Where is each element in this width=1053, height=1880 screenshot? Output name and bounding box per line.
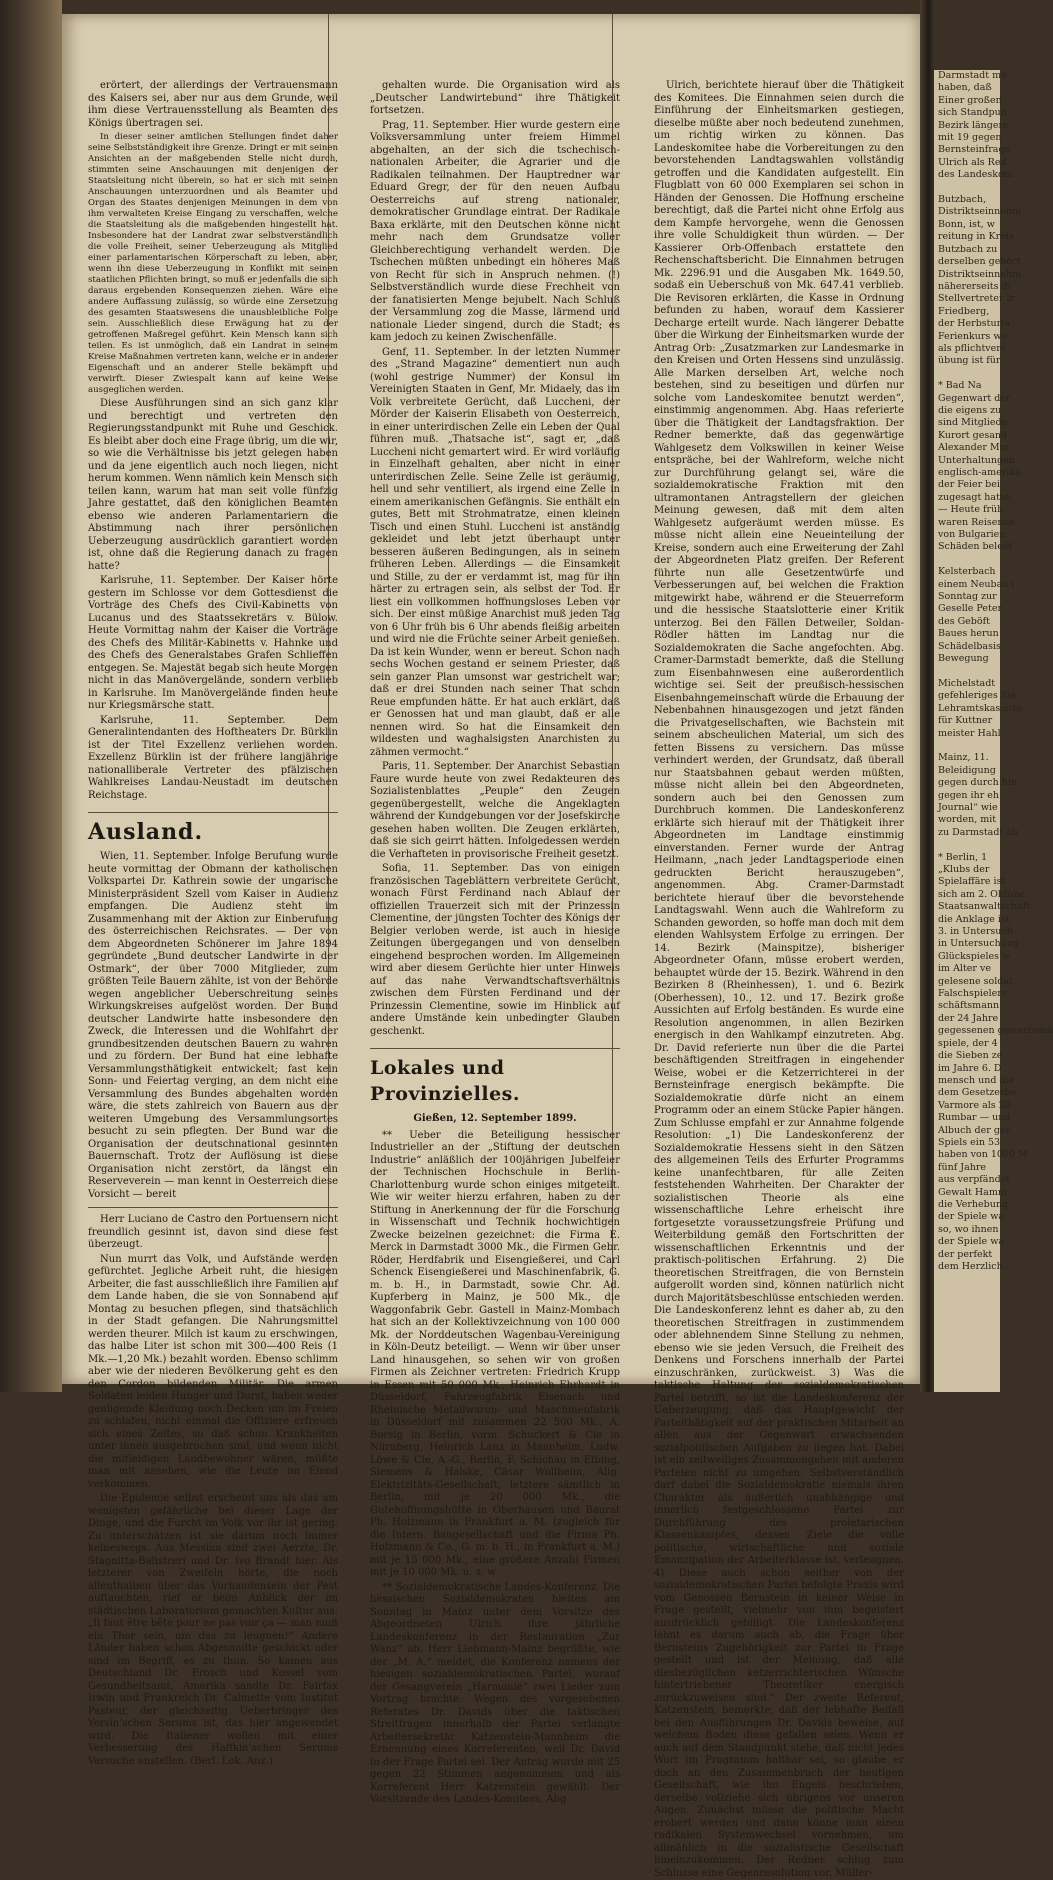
next-page-line: Schäden beleid (938, 541, 1012, 553)
next-page-line: sich Standpun (938, 107, 1007, 119)
next-page-line: Rumbar — und (938, 1112, 1011, 1124)
next-page-line: Albuch der ger (938, 1124, 1011, 1136)
next-page-line: Gegenwart der (938, 392, 1011, 404)
next-page-line: 3. in Untersuch (938, 926, 1013, 938)
book-binding (0, 0, 62, 1392)
next-page-line: nähererseits di (938, 280, 1011, 292)
next-page-line: Bewegung (938, 653, 989, 665)
next-page-line: haben, daß (938, 82, 992, 94)
next-page-line: der Herbsturla (938, 318, 1010, 330)
next-page-line: Unterhaltungen (938, 454, 1015, 466)
paragraph: Ulrich, berichtete hierauf über die Thätigkeit des Komitees. Die Einnahmen seien durch die Einführung der Einheitsmarken gestiegen, dieselbe müßte aber noch bedeutend zunehmen, um richtig wirken zu können. Das Landeskomitee habe die Vorbereitungen zu den bevorstehenden Landtagswahlen vollständig getroffen und die Kandidaten aufgestellt. Ein Flugblatt von 60 000 Exemplaren sei schon in Händen der Genossen. Die Hoffnung erscheine berechtigt, daß die Partei nicht ohne Erfolg aus dem Kampfe hervorgehe, wenn die Genossen ihre volle Schuldigkeit thun würden. — Der Kassierer Orb-Offenbach erstattete den Rechenschaftsbericht. Die Einnahmen betrugen Mk. 2296.91 und die Ausgaben Mk. 1649.50, sodaß ein Ueberschuß von Mk. 647.41 verblieb. Die Revisoren erklärten, die Kasse in Ordnung befunden zu haben, worauf dem Kassierer Decharge erteilt wurde. Nach längerer Debatte über die Wirkung der Einheitsmarken wurde der Antrag Orb: „Zusatzmarken zur Landesmarke in den Kreisen und Orten Hessens sind unzulässig. Alle Marken derselben Art, welche noch bestehen, sind zu beseitigen und dürfen nur solche vom Landeskomitee benutzt werden“, einstimmig angenommen. Abg. Haas referierte über die Thätigkeit der Landtagsfraktion. Der Redner bemerkte, daß das gegenwärtige Wahlgesetz dem Volkswillen in keiner Weise entspräche, bei der Wahlreform, welche nicht zur Durchführung gelangt sei, wäre die sozialdemokratische Fraktion mit den ultramontanen Antragstellern der gleichen Meinung gewesen, daß mit dem alten Wahlgesetz aufgeräumt werden müsse. Es müsse nicht allein eine Neueinteilung der Kreise, sondern auch eine Erweiterung der Zahl der Abgeordneten Platz greifen. Der Referent führte nun alle Gesetzentwürfe und Verbesserungen auf, bei welchen die Fraktion mitgewirkt habe, während er die Steuerreform und die hessische Staatslotterie einer Kritik unterzog. Bei den Fällen Detweiler, Soldan-Rödler hätten im Landtag nur die Sozialdemokraten die Sache angefochten. Abg. Cramer-Darmstadt bemerkte, daß die Stellung zum Eisenbahnwesen eine außerordentlich wichtige sei. Seit der preußisch-hessischen Eisenbahngemeinschaft würde die Erbauung der Nebenbahnen hinausgezogen und jetzt fänden die Privatgesellschaften, wie Bachstein mit seinem abscheulichen Material, um sich des fetten Bissens zu versichern. Das müsse verhindert werden, der Grundsatz, daß überall nur Staatsbahnen gebaut werden müßten, müsse nicht allein bei den Abgeordneten, sondern auch bei den Genossen zum Durchbruch kommen. Die Landeskonferenz erklärte sich hierauf mit der Thätigkeit ihrer Abgeordneten im Landtage einstimmig einverstanden. Ferner wurde der Antrag Heilmann, „nach jeder Landtagsperiode einen gedruckten Bericht herauszugeben“, angenommen. Abg. Cramer-Darmstadt berichtete hierauf über die bevorstehende Landtagswahl. Wenn auch die Wahlreform zu Schanden geworden, so hoffe man doch mit dem elenden Wahlsystem Erfolge zu erringen. Der 14. Bezirk (Mainspitze), bisheriger Abgeordneter Ofann, müsse erobert werden, behauptet würde der 15. Bezirk. Während in den Bezirken 8 (Rheinhessen), 1. und 6. Bezirk (Oberhessen), 10., 12. und 17. Bezirk große Aussichten auf Erfolg beständen. Es wurde eine Resolution angenommen, in allen Bezirken energisch in den Wahlkampf einzutreten. Abg. Dr. David referierte nun über die die Partei beschäftigenden Streitfragen in eingehender Weise, wobei er die Ketzerrichterei in der Bernsteinfrage energisch bekämpfte. Die Sozialdemokratie dürfe nicht an einem Programm oder an einem Stücke Papier hängen. Zum Schlusse empfahl er zur Annahme folgende Resolution: „1) Die Landeskonferenz der Sozialdemokratie Hessens sieht in den Sätzen des allgemeinen Teils des Erfurter Programms keine unanfechtbaren, für alle Zeiten feststehenden Wahrheiten. Der Charakter der sozialistischen Theorie als eine wissenschaftliche Lehre erheischt ihre fortgesetzte voraussetzungsfreie Prüfung und Weiterbildung gemäß den Fortschritten der wissenschaftlichen Erkenntnis und der praktisch-politischen Erfahrung. 2) Die theoretischen Streitfragen, die von Bernstein aufgerollt worden sind, können natürlich nicht durch Majoritätsbeschlüsse entschieden werden. Die Landeskonferenz lehnt es daher ab, zu den theoretischen Streitfragen in zustimmendem oder ablehnendem Sinne Stellung zu nehmen, ebenso wie sie jeden Versuch, die Freiheit des Denkens und Forschens innerhalb der Partei einzuschränken, zurückweist. 3) Was die taktische Haltung der sozialdemokratischen Partei betrifft, so ist die Landeskonferenz der Ueberzeugung, daß das Hauptgewicht der Parteithätigkeit auf der praktischen Mitarbeit an allen aus der Gegenwart erwachsenden sozialpolitischen Aufgaben zu liegen hat. Dabei ist ein zeitweiliges Zusammengehen mit anderen Parteien nicht zu umgehen. Selbstverständlich darf dabei die Sozialdemokratie niemals ihren Charakter als äußerlich unabhängige und innerlich festgeschlossene Partei zur Durchführung des proletarischen Klassenkampfes, dessen Ziele die volle politische, wirtschaftliche und soziale Emanzipation der Arbeiterklasse ist, verleugnen. 4) Diese auch schon seither von der sozialdemokratischen Partei befolgte Praxis wird vom Genossen Bernstein in keiner Weise in Frage gestellt, vielmehr von ihm begeistert ausdrücklich gebilligt. Die Landeskonferenz lehnt es darum auch ab, die Frage über Bernsteins Zugehörigkeit zur Partei in Frage gestellt und ist der Meinung, daß alle diesbezüglichen ketzerrichterischen Wünsche hintertriebener Theoretiker energisch zurückzuweisen sind.“ Der zweite Referent, Katzenstein, bemerkte, daß der lebhafte Beifall bei den Ausführungen Dr. Davids beweise, auf welchem Boden diese gefallen seien. Wenn er auch auf dem Standpunkt stehe, daß nicht jedes Wort im Programm haltbar sei, so glaube er doch an den Zusammenbruch der heutigen Gesellschaft, wie ihn Engels beschrieben, derselbe vollziehe sich übrigens vor unseren Augen. Zunächst müsse die politische Macht erobert werden und dann könne man einen radikalen Systemwechsel vornehmen, um allmählich in die sozialistische Gesellschaft hineinzukommen. Der Redner schlug zum Schlusse eine Gegenresolution vor. Müller- (654, 80, 904, 1879)
paragraph: Die Epidemie selbst erscheint uns als das am wenigsten gefährliche bei dieser Lage der Dinge, und die Furcht im Volk vor ihr ist gering. Zu unterschätzen ist sie darum noch immer keineswegs. Aus Messina sind zwei Aerzte, Dr. Stagnitta-Balistreri und Dr. Ivo Brandt hier. Als letzterer von Zweifeln hörte, die noch allenthalben über das Vorhandensein der Pest auftauchten, rief er beim Anblick der im städtischen Laboratorium gemachten Kultur aus: „Il faut être bête pour ne pas voir ça — man muß ein Thor sein, um das zu leugnen!“ Andere Länder haben schon Abgesandte geschickt oder sind im Begriff, es zu thun. So kamen aus Deutschland Dr. Frosch und Kossel vom Gesundheitsamt, Amerika sandte Dr. Fairfax Irwin und Frankreich Dr. Calmette vom Institut Pasteur, der gleichzeitig Ueberbringer des Yersin’schen Serums ist, das hier angewendet wird. Die Italiener wollen mit einer Verbesserung des Haffkin’schen Serums Versuche anstellen. (Berl. Lok. Anz.) (88, 1493, 338, 1767)
column-3 (654, 80, 904, 1879)
book-gutter (920, 0, 934, 1392)
next-page-line: im Jahre 6. D (938, 1062, 1002, 1074)
next-page-line: Butzbach zu (938, 243, 998, 255)
next-page-line: Lehramtskassiste (938, 702, 1023, 714)
next-page-line: zu Darmstadt ab (938, 826, 1018, 838)
next-page-line (934, 368, 1000, 380)
next-page-line: gefehleriges Sie (938, 690, 1016, 702)
paragraph: ** Sozialdemokratische Landes-Konferenz. Die hessischen Sozialdemokraten hielten am Sonntag in Mainz unter dem Vorsitze des Abgeordneten Ulrich ihre jährliche Landeskonferenz in der Restauration „Zur Wanz“ ab. Herr Liebmann-Mainz begrüßte, wie der „M. A.“ meldet, die Konferenz namens der hiesigen sozialdemokratischen Partei, worauf der Gesangverein „Harmonie“ zwei Lieder zum Vortrag brachte. Wegen des vorgesehenen Referates Dr. Davids über die taktischen Streitfragen innerhalb der Partei verlangte Arbeitersekretär Katzenstein-Mannheim die Ernennung eines Korreferenten, weil Dr. David in der Frage Partei sei. Der Antrag wurde mit 25 gegen 22 Stimmen angenommen und als Korreferent Herr Katzenstein gewählt. Der Vorsitzende des Landes-Komitees, Abg. (370, 1581, 620, 1805)
column-2 (370, 80, 620, 1805)
next-page-line: der Spiele wa (938, 1211, 1004, 1223)
next-page-line: Mainz, 11. (938, 752, 989, 764)
paragraph-small-print: In dieser seiner amtlichen Stellungen findet daher seine Selbstständigkeit ihre Grenze. Dringt er mit seinen Ansichten an der maßgebenden Stelle nicht durch, stimmten seine Anschauungen mit denjenigen der Staatsleitung nicht überein, so hat er sich mit seinen Anschauungen unterzuordnen und als Beamter und Organ des Staates denjenigen Meinungen in dem von ihm verwalteten Kreise Eingang zu verschaffen, welche die Staatsleitung als die maßgebenden hingestellt hat. Insbesondere hat der Landrat zwar selbstverständlich die volle Freiheit, seiner Ueberzeugung als Mitglied einer parlamentarischen Körperschaft zu leben, aber, wenn ihn diese Ueberzeugung in Konflikt mit seinen staatlichen Pflichten bringt, so muß er jedenfalls die sich daraus ergebenden Konsequenzen ziehen. Wäre eine andere Auffassung zulässig, so würde eine Zersetzung des gesamten Staatswesens die unausbleibliche Folge sein. Ausschließlich diese Erwägung hat zu der getroffenen Maßregel geführt. Kein Mensch kann sich teilen. Es ist unmöglich, daß ein Landrat in seinem Kreise Maßnahmen vertreten kann, welche er in anderer Eigenschaft und an anderer Stelle bekämpft und verwirft. Dieser Zwiespalt kann auf keine Weise ausgeglichen werden. (88, 132, 338, 395)
next-page-line: Kelsterbach (938, 566, 996, 578)
next-page-line: Bezirk längere (938, 119, 1009, 131)
next-page-line: einem Neubau i (938, 578, 1015, 590)
next-page-line: Glückspieles w (938, 950, 1011, 962)
section-heading-ausland: Ausland. (88, 812, 338, 845)
next-page-line: zugesagt hatte, (938, 491, 1013, 503)
next-page-line: Einer großen (938, 94, 1002, 106)
next-page-line: Distriktseinnehm (938, 268, 1022, 280)
next-page-line: Michelstadt (938, 677, 996, 689)
paragraph: erörtert, der allerdings der Vertrauensmann des Kaisers sei, aber nur aus dem Grunde, weil ihm diese Vertrauensstellung als Beamten des Königs übertragen sei. (88, 80, 338, 129)
next-page-line: Bonn, ist, w (938, 218, 995, 230)
next-page-line: Ferienkurs wo (938, 330, 1008, 342)
next-page-line: gegessenen gewerbsmä (938, 1025, 1053, 1037)
next-page-line: des Geböft (938, 615, 990, 627)
next-page-line: von Bulgarien (938, 529, 1006, 541)
next-page-line: als pflichtvers (938, 342, 1006, 354)
article-divider (88, 1207, 338, 1208)
paragraph: Prag, 11. September. Hier wurde gestern eine Volksversammlung unter freiem Himmel abgehalten, an der sich die tschechisch-nationalen Arbeiter, die Agrarier und die Radikalen teilnahmen. Der Hauptredner war Eduard Gregr, der für den neuen Aufbau Oesterreichs auf streng nationaler, demokratischer Grundlage eintrat. Der Radikale Baxa erklärte, mit den Deutschen könne nicht mehr nach dem Grundsatze voller Gleichberechtigung verhandelt werden. Die Tschechen müßten unbedingt ein höheres Maß von Recht für sich in Anspruch nehmen. (!) Selbstverständlich wurde diese Frechheit von der fanatisierten Menge bejubelt. Nach Schluß der Versammlung zog die Masse, lärmend und nationale Lieder singend, durch die Stadt; es kam jedoch zu keinen Zwischenfälle. (370, 119, 620, 343)
column-1 (88, 80, 338, 1767)
next-page-line: meister Hahl (938, 727, 1001, 739)
next-page-line: die Anklage ist (938, 913, 1010, 925)
paragraph: Diese Ausführungen sind an sich ganz klar und berechtigt und vertreten den Regierungsstandpunkt mit Ruhe und Geschick. Es bleibt aber doch eine Frage übrig, um die wir, so wie die Verhältnisse bis jetzt gelegen haben und da jene eigentlich auch noch liegen, nicht herum kommen. Wenn nämlich kein Mensch sich teilen kann, warum hat man seit volle fünfzig Jahre gestattet, daß den königlichen Beamten ebenso wie anderen Parlamentariern die Abstimmung nach ihrer persönlichen Ueberzeugung ausdrücklich garantiert worden ist, ohne daß die Regierung danach zu fragen hatte? (88, 398, 338, 572)
paragraph: Karlsruhe, 11. September. Der Kaiser hörte gestern im Schlosse vor dem Gottesdienst die Vorträge des Chefs des Civil-Kabinetts von Lucanus und des Staatssekretärs v. Bülow. Heute Vormittag nahm der Kaiser die Vorträge des Chefs des Militär-Kabinetts v. Hahnke und des Chefs des Generalstabes Grafen Schlieffen entgegen. Se. Majestät begab sich heute Morgen nicht in das Manövergelände, sondern verblieb in Karlsruhe. Im Manövergelände finden heute nur Kriegsmärsche statt. (88, 575, 338, 711)
next-page-line: aus verpfändet (938, 1174, 1011, 1186)
next-page-line: in Untersuchung (938, 938, 1020, 950)
next-page-line: Kurort gesand (938, 429, 1008, 441)
next-page-line: derselben gehört (938, 256, 1021, 268)
next-page-line: schäftsmann (938, 1000, 1000, 1012)
next-page-line: Spiels ein 53 (938, 1136, 1001, 1148)
next-page-line: Falschspielers (938, 988, 1007, 1000)
next-page-line: Journal“ wie (938, 801, 998, 813)
next-page-line: der Feier bei. (938, 479, 1003, 491)
next-page-line: mit 19 gegen (938, 132, 1002, 144)
next-page-line: die eigens zu (938, 404, 1002, 416)
next-page-line: sind Mitgliede (938, 417, 1008, 429)
next-page-line: die Sieben ze (938, 1050, 1003, 1062)
newspaper-page (62, 14, 920, 1879)
next-page-line: der perfekt (938, 1248, 993, 1260)
next-page-line: Alexander Mor (938, 442, 1010, 454)
next-page-line (934, 666, 1000, 678)
next-page-line: Beleidigung (938, 764, 996, 776)
next-page-line: übung ist für (938, 355, 1001, 367)
next-page-line: Butzbach, (938, 194, 987, 206)
next-page-line: Varmore als 20 (938, 1099, 1011, 1111)
paragraph: Nun murrt das Volk, und Aufstände werden gefürchtet. Jegliche Arbeit ruht, die hiesigen Arbeiter, die fast ausschließlich ihre Familien auf dem Lande haben, die sie von Sonnabend auf Montag zu besuchen pflegen, sind thatsächlich in der Stadt gefangen. Die Nahrungsmittel werden theurer. Milch ist kaum zu erschwingen, das halbe Liter ist schon mit 300—400 Reis (1 Mk.—1,20 Mk.) bezahlt worden. Ebenso schlimm aber wie der niederen Bevölkerung geht es den den Cordon bildenden Militär. Die armen Soldaten leiden Hunger und Durst, haben weder genügende Kleidung noch Decken um im Freien zu schlafen, nicht einmal die Offiziere erfreuen sich eines Zeltes, so daß schon Krankheiten unter ihnen ausgebrochen sind, und wenn nicht die mitleidigen Landbewohner wären, müßte man mit ansehen, wie die Leute im Elend verkommen. (88, 1253, 338, 1490)
next-page-line: der 24 Jahre (938, 1012, 999, 1024)
next-page-line (934, 740, 1000, 752)
next-page-line: gegen ihr eh (938, 789, 1000, 801)
next-page-line: Spielaffäre ist (938, 876, 1006, 888)
next-page-line: Sonntag zur (938, 591, 997, 603)
adjacent-page-fragment (934, 70, 1053, 1392)
paragraph: Sofia, 11. September. Das von einigen französischen Tageblättern verbreitete Gerücht, wonach Fürst Ferdinand nach Ablauf der offiziellen Trauerzeit sich mit der Prinzessin Clementine, der jüngsten Tochter des Königs der Belgier verloben werde, ist auch in hiesige Zeitungen übergegangen und von denselben eingehend besprochen worden. Im Allgemeinen wird aber diesem Gerüchte hier unter Hinweis auf das nahe Verwandtschaftsverhältnis zwischen dem Fürsten Ferdinand und der Prinzessin Clementine, sowie im Hinblick auf andere Umstände kein unbedingter Glauben geschenkt. (370, 863, 620, 1037)
paragraph: gehalten wurde. Die Organisation wird als „Deutscher Landwirtebund“ ihre Thätigkeit fortsetzen. (370, 80, 620, 116)
dateline: Gießen, 12. September 1899. (413, 1113, 577, 1124)
next-page-line: dem Herzlich. (938, 1261, 1006, 1272)
next-page-line: waren Reisende (938, 516, 1016, 528)
columns (88, 80, 906, 1879)
next-page-line (934, 182, 1000, 194)
next-page-line: englisch-amerika (938, 467, 1021, 478)
next-page-line: Distriktseinnehm (938, 206, 1022, 218)
next-page-line: * Berlin, 1 (938, 851, 988, 863)
next-page-line: die Verhebung (938, 1198, 1009, 1210)
paragraph: ** Ueber die Beteiligung hessischer Industrieller an der „Stiftung der deutschen Industrie“ anläßlich der 100jährigen Jubelfeier der Technischen Hochschule in Berlin-Charlottenburg wurde schon einiges mitgeteilt. Wie wir weiter hierzu erfahren, haben zu der Stiftung in Anerkennung der für die Forschung in Wissenschaft und Technik hochwichtigen Zwecke beizelnen gezeichnet: die Firma E. Merck in Darmstadt 3000 Mk., die Firmen Gebr. Röder, Herdfabrik und Eisengießerei, und Carl Schenck Eisengießerei und Maschinenfabrik, G. m. b. H., in Darmstadt, sowie Chr. Ad. Kupferberg in Mainz, je 500 Mk., die Waggonfabrik Gebr. Gastell in Mainz-Mombach hat sich an der Kollektivzeichnung von 100 000 Mk. der Norddeutschen Wagenbau-Vereinigung in Köln-Deutz beteiligt. — Wenn wir über unser Land hinausgehen, so sehen wir von großen Firmen als Zeichner vertreten: Friedrich Krupp in Essen mit 50 000 Mk., Heinrich Ehrhardt in Düsseldorf, Fahrzeugfabrik Eisenach und Rheinische Metallwaren- und Maschinenfabrik in Düsseldorf mit zusammen 22 500 Mk., A. Borsig in Berlin, vorm. Schuckert & Cie in Nürnberg, Heinrich Lanz in Mannheim, Ludw. Löwe & Cie, A.-G., Berlin, F. Schichau in Elbing, Siemens & Halske, Cäsar Wollheim, Allg. Elektrizitäts-Gesellschaft, letztere sämtlich in Berlin, mit je 20 000 Mk., die Gutehoffnungshütte in Oberhausen und Baurat Ph. Holzmann in Frankfurt a. M. (zugleich für die Intern. Baugesellschaft und die Firma Ph. Holzmann & Co., G. m. b. H., in Frankfurt a. M.) mit je 15 000 Mk., eine größere Anzahl Firmen mit je 10 000 Mk. u. s. w. (370, 1129, 620, 1578)
next-page-line: * Bad Na (938, 380, 982, 392)
next-page-line: — Heute früh (938, 504, 1004, 516)
next-page-line: für Kuttner (938, 715, 993, 727)
next-page-line: Gewalt Hamm (938, 1186, 1007, 1198)
next-page-line (934, 554, 1000, 566)
next-page-line: gelesene soldat (938, 975, 1013, 987)
paragraph: Paris, 11. September. Der Anarchist Sebastian Faure wurde heute von zwei Redakteuren des Sozialistenblattes „Peuple“ den Zeugen gegenübergestellt, welche die Angeklagten während der Kundgebungen vor der Josefskirche gesehen haben wollten. Die Zeugen erklärten, daß sie sich geirrt hätten. Infolgedessen werden die Verhafteten in provisorische Freiheit gesetzt. (370, 761, 620, 860)
next-page-line: der Spiele wa (938, 1236, 1004, 1248)
paragraph: Wien, 11. September. Infolge Berufung wurde heute vormittag der Obmann der katholischen Volkspartei Dr. Kathrein sowie der ungarische Ministerpräsident Szell vom Kaiser in Audienz empfangen. Die Audienz steht im Zusammenhang mit der Aktion zur Einberufung des österreichischen Reichsrates. — Der von dem Abgeordneten Schönerer im Jahre 1894 gegründete „Bund deutscher Landwirte in der Ostmark“, der über 7000 Mitglieder, zum größten Teile Bauern zählte, ist von der Behörde wegen angeblicher Ueberschreitung seines Wirkungskreises aufgelöst worden. Der Bund deutscher Landwirte hatte insbesondere den Zweck, die Interessen und die Wohlfahrt der grundbesitzenden deutschen Bauern zu wahren und zu fördern. Der Bund hat eine lebhafte Versammlungsthätigkeit entwickelt; fast kein Sonn- und Feiertag verging, an dem nicht eine Versammlung des Bundes abgehalten worden wäre, die stets zahlreich von Bauern aus der weiteren Umgebung des Versammlungsortes besucht zu sein pflegten. Der Bund war die Organisation der deutschnational gesinnten Bauernschaft. Trotz der Auflösung ist diese Organisation nicht zerstört, da längst ein Reserveverein — man kennt in Oesterreich diese Vorsicht — bereit (88, 851, 338, 1200)
next-page-line: sich am 2. Oktobe (938, 888, 1025, 900)
next-page-line: Friedberg, (938, 305, 990, 317)
next-page-line: Baues herun (938, 628, 999, 640)
next-page-line: gegen durch hin (938, 777, 1018, 789)
section-heading-lokales: Lokales und Provinzielles. (370, 1048, 620, 1107)
next-page-line: im Alter ve (938, 963, 991, 975)
next-page-line: fünf Jahre (938, 1161, 987, 1173)
next-page-line: Ulrich als Red (938, 156, 1007, 168)
next-page-line (934, 839, 1000, 851)
next-page-line: so, wo ihnen (938, 1223, 999, 1235)
next-page-line: dem Gesetzesbe (938, 1087, 1017, 1099)
next-page-line: haben von 1000 M (938, 1149, 1028, 1161)
paragraph: Genf, 11. September. In der letzten Nummer des „Strand Magazine“ dementiert nun auch (wohl gestrige Nummer) der Konsul im Vereinigten Staaten in Genf, Mr. Midaely, das im Volk verbreitete Gerücht, daß Luccheni, der Mörder der Kaiserin Elisabeth von Oesterreich, in einer unterirdischen Zelle ein Leben der Qual führen muß. „Thatsache ist“, sagt er, „daß Luccheni nicht gemartert wird. Er wird vorläufig in Einzelhaft gehalten, aber nicht in einer unterirdischen Zelle. Seine Zelle ist geräumig, hell und sehr ventiliert, als irgend eine Zelle in einem amerikanischen Gefängnis. Sie enthält ein gutes, Bett mit Strohmatratze, einen kleinen Tisch und einen Stuhl. Luccheni ist anständig gekleidet und lebt jetzt überhaupt unter besseren äußeren Bedingungen, als in seinem früheren Leben. Allerdings — die Einsamkeit und Stille, zu der er verdammt ist, mag für ihn härter zu ertragen sein, als selbst der Tod. Er liest ein vollkommen hoffnungsloses Leben vor sich. Der einst müßige Anarchist muß jeden Tag von 6 Uhr früh bis 6 Uhr abends fleißig arbeiten und wird nie die Früchte seiner Arbeit genießen. Da ist kein Wunder, wenn er bereut. Schon nach sechs Wochen gestand er seinem Priester, daß sein ganzer Plan umsonst war gestrichelt war; daß er drei Stunden nach seiner That schon Reue empfunden hätte. Er hat auch erklärt, daß er Genossen hat und man glaubt, daß er alle nennen wird. So hat die Einsamkeit den wildesten und waghalsigsten Anarchisten zu zähmen vermocht.“ (370, 346, 620, 758)
paragraph: Karlsruhe, 11. September. Dem Generalintendanten des Hoftheaters Dr. Bürklin ist der Titel Exzellenz verliehen worden. Exzellenz Bürklin ist der frühere langjährige nationalliberale Vertreter des pfälzischen Wahlkreises Landau-Neustadt im deutschen Reichstage. (88, 714, 338, 801)
next-page-line: Schädelbasis (938, 640, 1001, 652)
next-page-line: Bernsteinfrage (938, 144, 1011, 156)
next-page-line: „Klubs der (938, 864, 990, 875)
next-page-line: des Landeskom (938, 169, 1013, 181)
next-page-line: Geselle Peter (938, 603, 1002, 615)
next-page-line: reitung in Kreis (938, 231, 1014, 243)
next-page-line: mensch und die (938, 1074, 1015, 1086)
next-page-line: worden, mit (938, 814, 997, 826)
paragraph: Herr Luciano de Castro den Portuensern nicht freundlich gesinnt ist, davon sind diese fest überzeugt. (88, 1214, 338, 1250)
next-page-line: Staatsanwaltschaft (938, 901, 1031, 913)
next-page-line: Darmstadt me (938, 70, 1007, 81)
next-page-line: Stellvertreter ir (938, 293, 1015, 305)
next-page-line: spiele, der 4 (938, 1037, 998, 1049)
